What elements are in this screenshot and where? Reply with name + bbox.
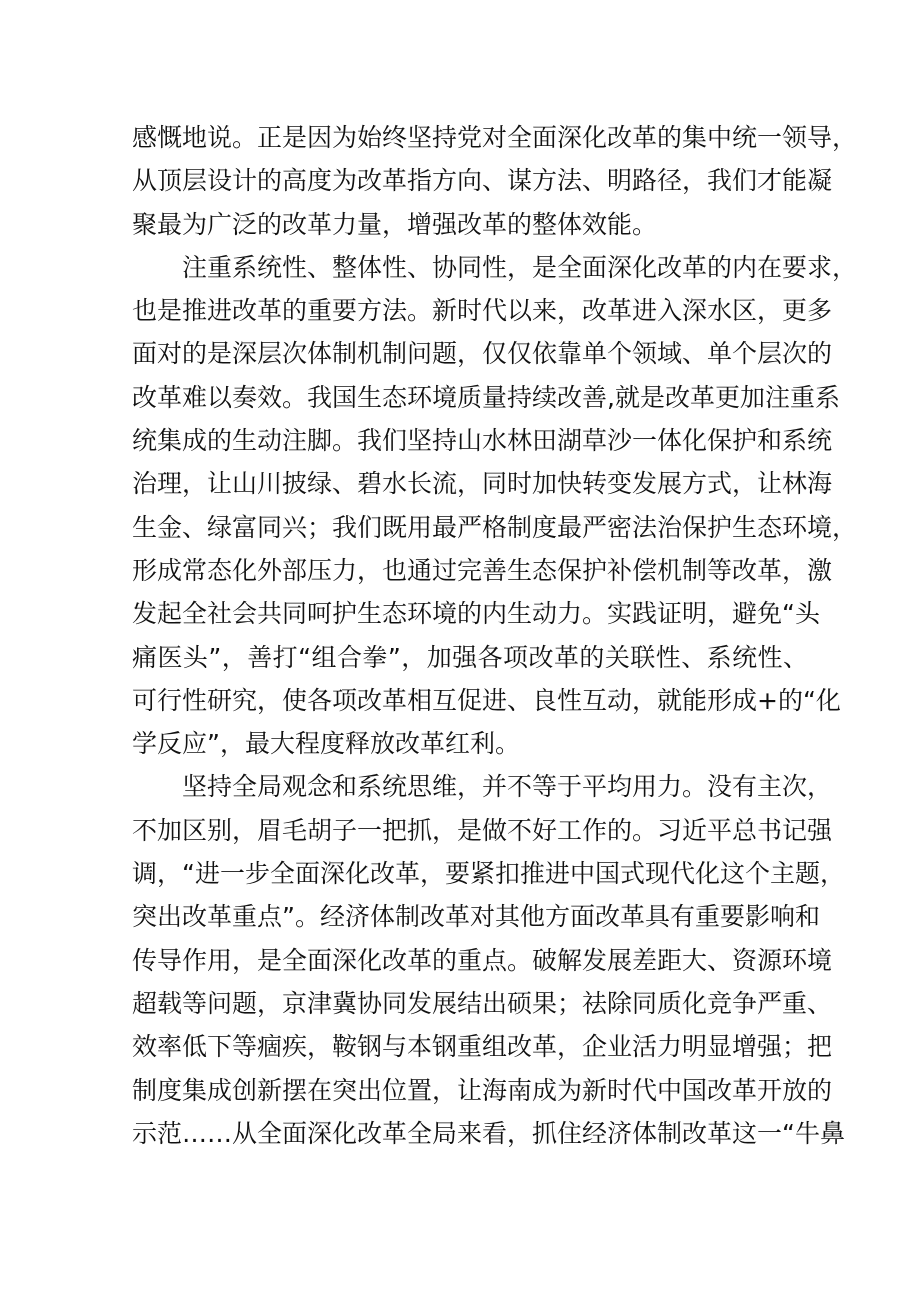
text-line: 痛医头”，善打“组合拳”，加强各项改革的关联性、系统性、: [132, 642, 808, 672]
text-line: 发起全社会共同呵护生态环境的内生动力。实践证明，避免“头: [132, 599, 820, 629]
text-line: 示范……从全面深化改革全局来看，抓住经济体制改革这一“牛鼻: [132, 1118, 845, 1148]
text-line: 聚最为广泛的改革力量，增强改革的整体效能。: [132, 209, 658, 239]
text-line: 制度集成创新摆在突出位置，让海南成为新时代中国改革开放的: [132, 1075, 833, 1105]
text-line: 面对的是深层次体制机制问题，仅仅依靠单个领域、单个层次的: [132, 339, 833, 369]
text-line: 生金、绿富同兴；我们既用最严格制度最严密法治保护生态环境，: [132, 512, 858, 542]
text-line: 不加区别，眉毛胡子一把抓，是做不好工作的。习近平总书记强: [132, 815, 833, 845]
text-line: 效率低下等痼疾，鞍钢与本钢重组改革，企业活力明显增强；把: [132, 1032, 833, 1062]
text-line: 突出改革重点”。经济体制改革对其他方面改革具有重要影响和: [132, 902, 820, 932]
text-line: 传导作用，是全面深化改革的重点。破解发展差距大、资源环境: [132, 945, 833, 975]
text-line: 注重系统性、整体性、协同性，是全面深化改革的内在要求，: [182, 252, 858, 282]
text-line: 感慨地说。正是因为始终坚持党对全面深化改革的集中统一领导，: [132, 123, 858, 152]
text-line: 治理，让山川披绿、碧水长流，同时加快转变发展方式，让林海: [132, 469, 833, 499]
text-line: 调，“进一步全面深化改革，要紧扣推进中国式现代化这个主题，: [132, 859, 845, 889]
text-line: 也是推进改革的重要方法。新时代以来，改革进入深水区，更多: [132, 296, 833, 326]
text-line: 可行性研究，使各项改革相互促进、良性互动，就能形成+的“化: [132, 685, 841, 715]
text-line: 学反应”，最大程度释放改革红利。: [132, 729, 520, 759]
text-line: 统集成的生动注脚。我们坚持山水林田湖草沙一体化保护和系统: [132, 426, 833, 456]
text-line: 改革难以奏效。我国生态环境质量持续改善,就是改革更加注重系: [132, 382, 840, 412]
body-text: [132, 116, 858, 1155]
text-line: 形成常态化外部压力，也通过完善生态保护补偿机制等改革，激: [132, 555, 833, 585]
text-line: 坚持全局观念和系统思维，并不等于平均用力。没有主次，: [182, 772, 833, 802]
text-line: 超载等问题，京津冀协同发展结出硕果；祛除同质化竞争严重、: [132, 988, 833, 1018]
text-line: 从顶层设计的高度为改革指方向、谋方法、明路径，我们才能凝: [132, 166, 833, 196]
